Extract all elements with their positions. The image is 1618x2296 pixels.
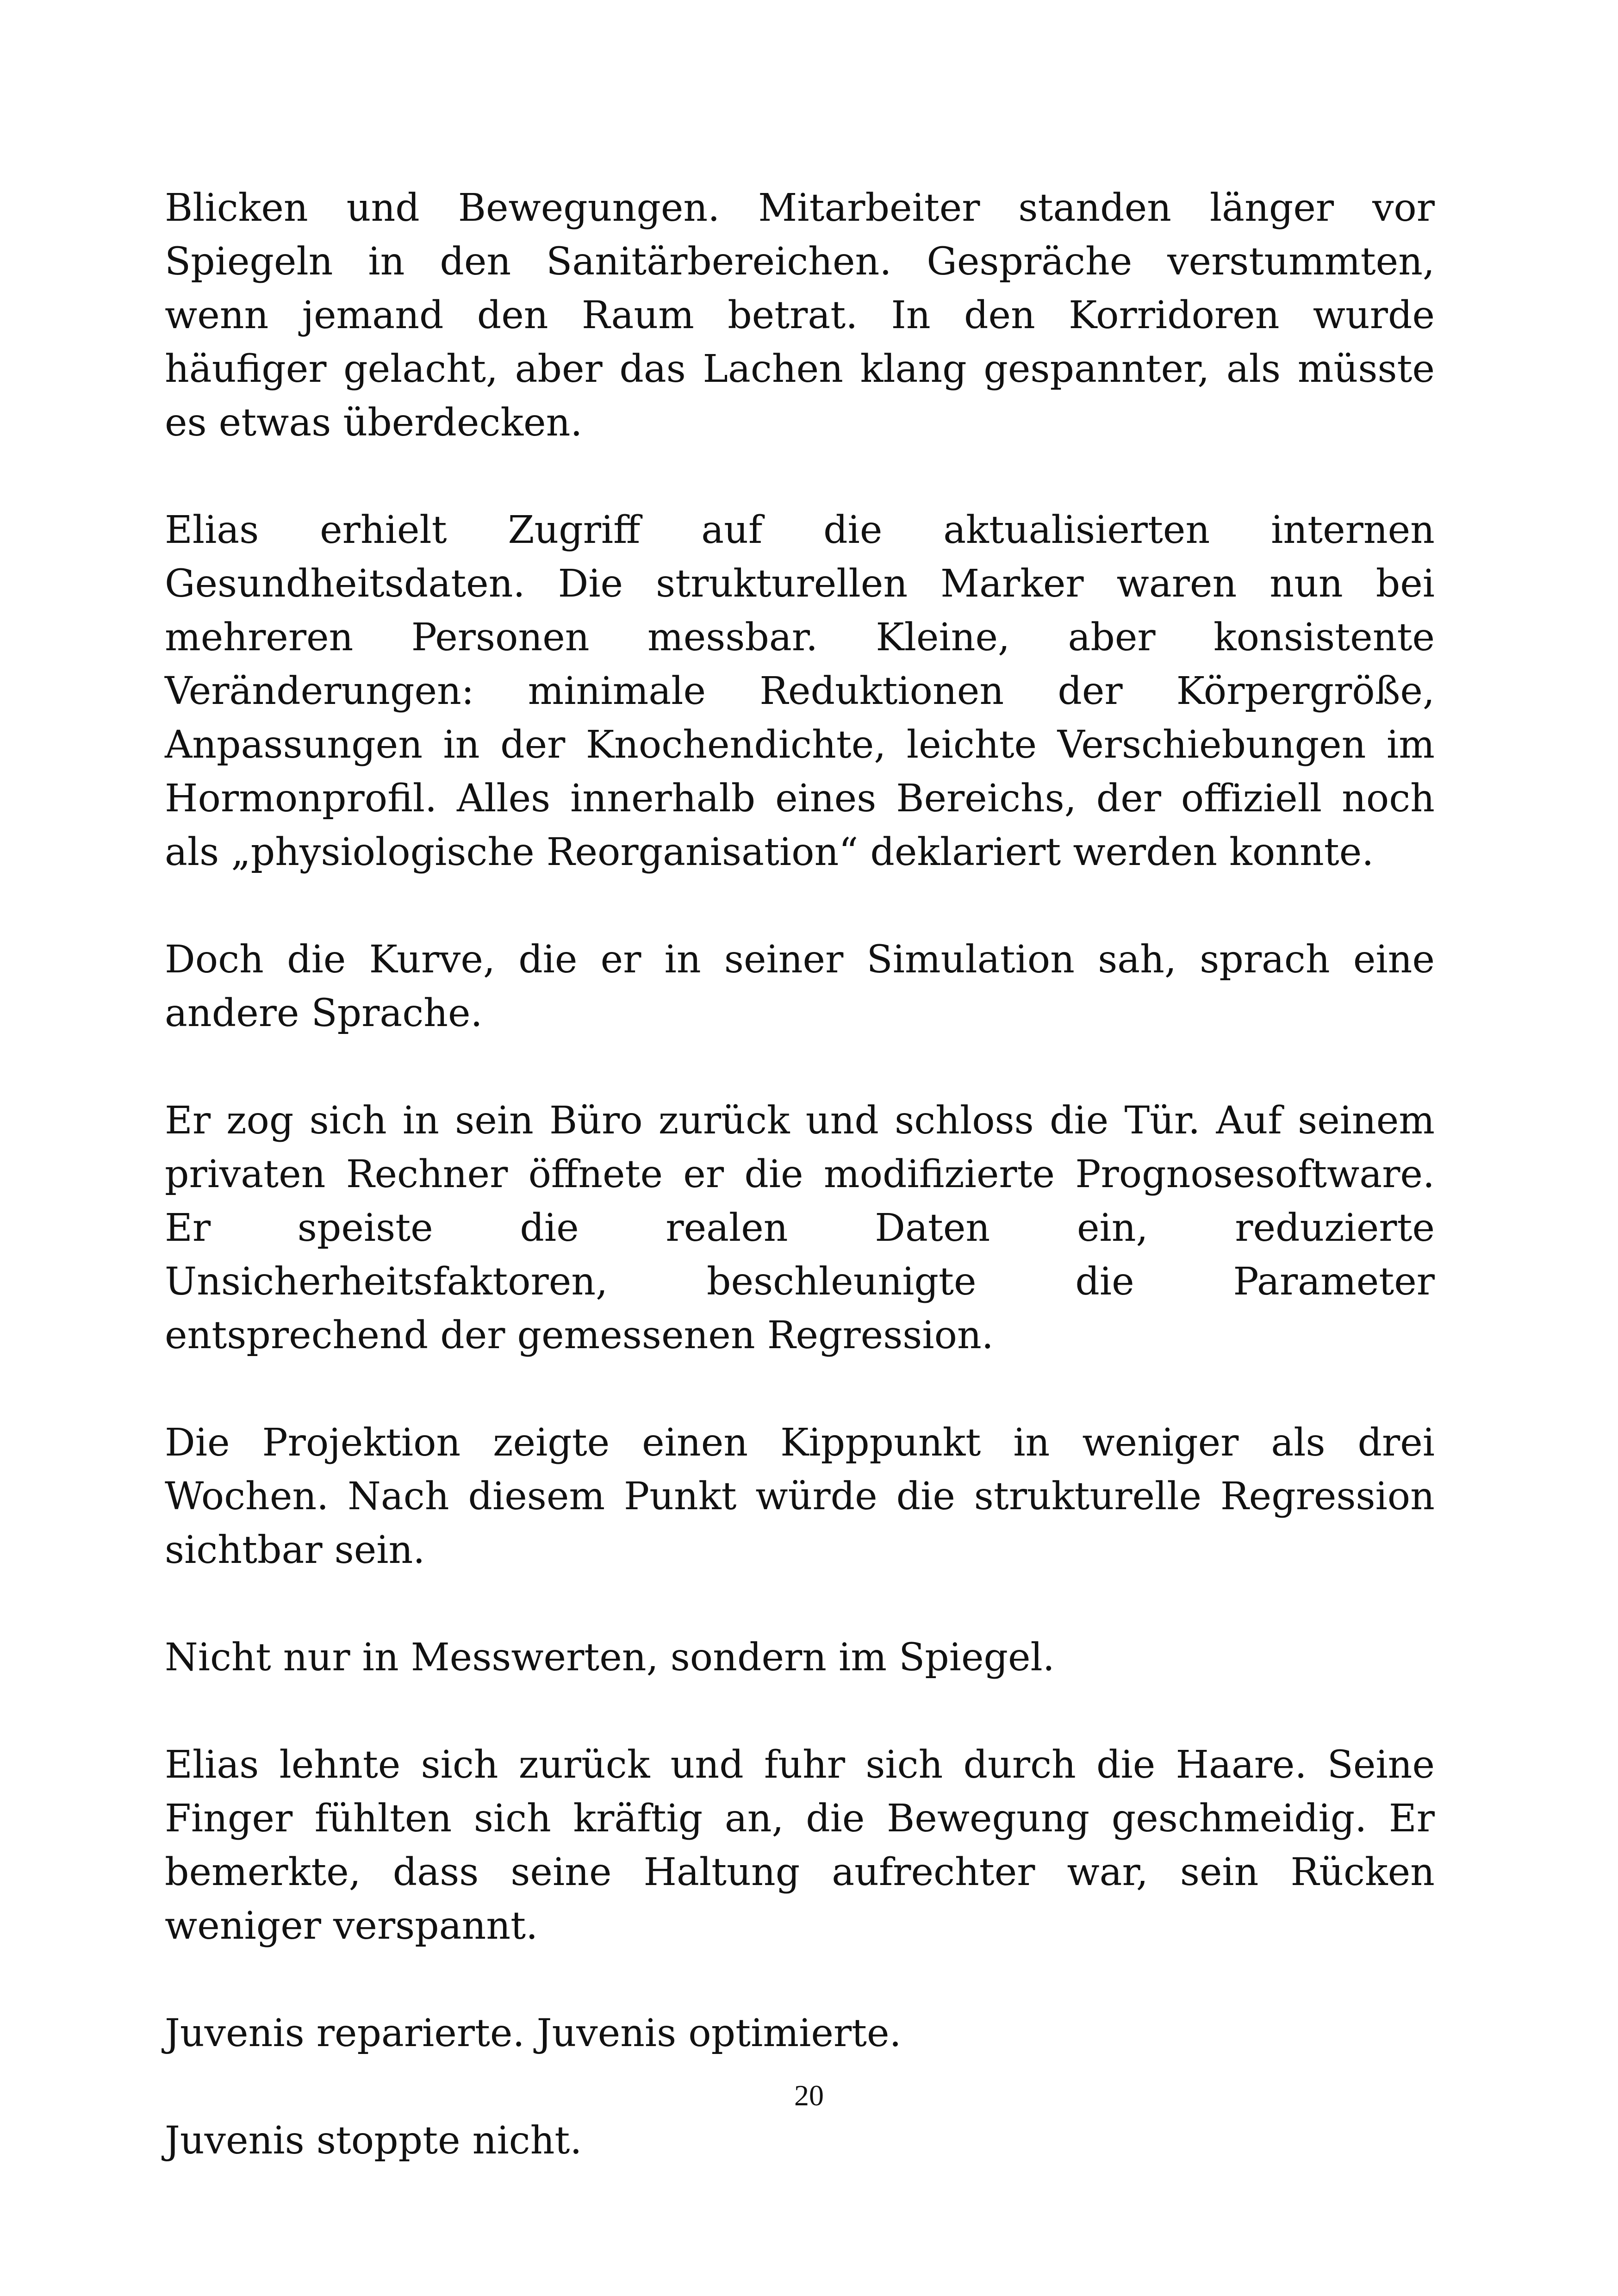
body-text (165, 181, 1435, 2168)
paragraph: Elias erhielt Zugriff auf die aktualisierten internen Gesundheitsdaten. Die strukturellen Marker waren nun bei mehreren Personen messbar. Kleine, aber konsistente Veränderungen: minimale Reduktionen der Körpergröße, Anpassungen in der Knochendichte, leichte Verschiebungen im Hormonprofil. Alles innerhalb eines Bereichs, der offiziell noch als „physiologische Reorganisation“ deklariert werden konnte. (165, 508, 1435, 874)
paragraph: Juvenis reparierte. Juvenis optimierte. (165, 2011, 902, 2055)
paragraph: Blicken und Bewegungen. Mitarbeiter standen länger vor Spiegeln in den Sanitärbereichen. Gespräche verstummten, wenn jemand den Raum betrat. In den Korridoren wurde häufiger gelacht, aber das Lachen klang gespannter, als müsste es etwas überdecken. (165, 186, 1435, 445)
paragraph: Doch die Kurve, die er in seiner Simulation sah, sprach eine andere Sprache. (165, 938, 1435, 1035)
paragraph: Nicht nur in Messwerten, sondern im Spiegel. (165, 1636, 1055, 1680)
paragraph: Juvenis stoppte nicht. (165, 2119, 582, 2163)
page-number: 20 (794, 2079, 824, 2112)
paragraph: Elias lehnte sich zurück und fuhr sich durch die Haare. Seine Finger fühlten sich kräftig an, die Bewegung geschmeidig. Er bemerkte, dass seine Haltung aufrechter war, sein Rücken weniger verspannt. (165, 1743, 1435, 1948)
paragraph: Die Projektion zeigte einen Kipppunkt in weniger als drei Wochen. Nach diesem Punkt würde die strukturelle Regression sichtbar sein. (165, 1421, 1435, 1572)
paragraph: Er zog sich in sein Büro zurück und schloss die Tür. Auf seinem privaten Rechner öffnete er die modifizierte Prognosesoftware. Er speiste die realen Daten ein, reduzierte Unsicherheitsfaktoren, beschleunigte die Parameter entsprechend der gemessenen Regression. (165, 1099, 1435, 1357)
